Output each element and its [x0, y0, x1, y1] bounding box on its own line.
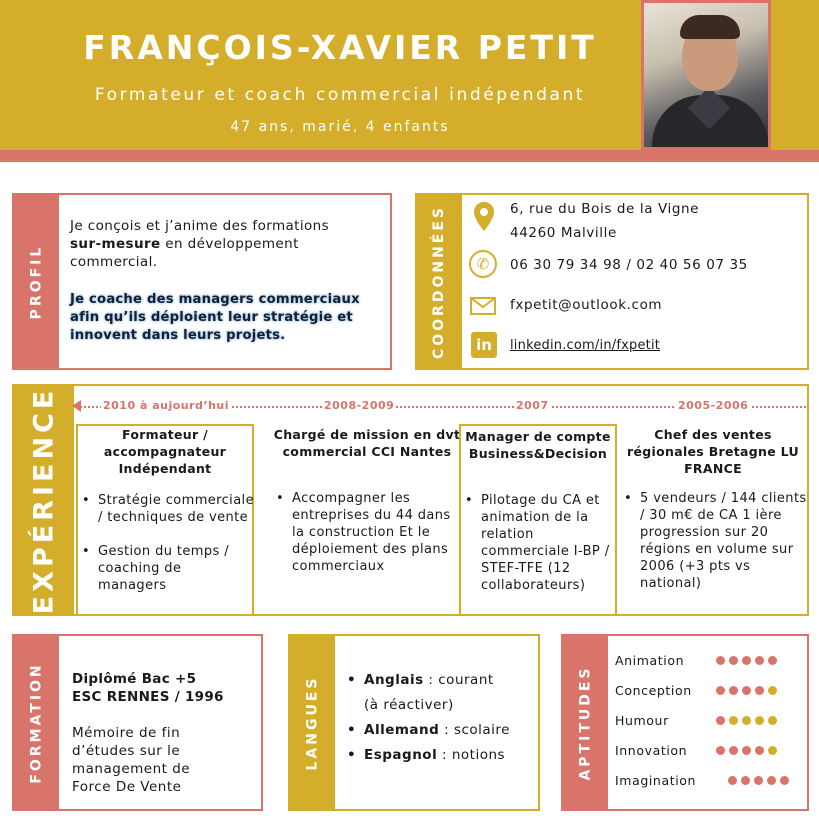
rating-dot [728, 776, 737, 785]
aptitude-name: Humour [615, 713, 669, 728]
rating-dot [716, 716, 725, 725]
list-item: • 5 vendeurs / 144 clients / 30 m€ de CA 1 ière progression sur 20 régions en volume sur 2006 (+3 pts vs national) [624, 490, 808, 592]
profil-line-1: Je conçois et j’anime des formations [70, 218, 330, 234]
rating-dot [755, 686, 764, 695]
aptitude-rating [716, 746, 777, 755]
job-2-title: Chargé de mission en dvt commercial CCI Nantes [273, 427, 461, 459]
job-3 [459, 424, 617, 616]
list-item: • Accompagner les entreprises du 44 dans la construction Et le déploiement des plans commerciaux [276, 490, 456, 575]
experience-section [12, 384, 809, 616]
envelope-icon [470, 297, 496, 315]
job-1 [76, 424, 254, 616]
aptitude-rating [716, 716, 777, 725]
rating-dot [716, 686, 725, 695]
langues-label-bar [290, 636, 335, 809]
linkedin-link[interactable]: linkedin.com/in/fxpetit [510, 338, 661, 353]
profil-section [12, 193, 392, 370]
job-4-title: Chef des ventes régionales Bretagne LU FRANCE [627, 427, 799, 476]
aptitude-row [615, 770, 805, 790]
formation-label-bar [14, 636, 59, 809]
profil-bold-term: sur-mesure [70, 236, 161, 252]
phone-icon: ✆ [469, 250, 497, 278]
rating-dot [729, 716, 738, 725]
rating-dot [768, 716, 777, 725]
linkedin-icon: in [471, 332, 497, 358]
aptitudes-section [561, 634, 809, 811]
candidate-name: FRANÇOIS-XAVIER PETIT [83, 28, 597, 67]
coordonnees-section [415, 193, 809, 370]
list-item: • Gestion du temps / coaching de managers [82, 543, 254, 594]
formation-section [12, 634, 263, 811]
period-3: 2007 [516, 399, 549, 412]
experience-label-bar [14, 386, 74, 614]
job-2 [272, 424, 462, 616]
rating-dot [755, 746, 764, 755]
rating-dot [768, 746, 777, 755]
aptitude-row [615, 710, 805, 730]
email-address[interactable]: fxpetit@outlook.com [510, 297, 663, 313]
location-pin-icon [472, 201, 496, 233]
job-1-bullets [82, 492, 254, 594]
phone-number[interactable]: 06 30 79 34 98 / 02 40 56 07 35 [510, 257, 748, 273]
profil-line-2: sur-mesure en développement [70, 236, 299, 252]
rating-dot [741, 776, 750, 785]
period-1: 2010 à aujourd’hui [103, 399, 230, 412]
rating-dot [768, 656, 777, 665]
rating-dot [729, 656, 738, 665]
job-title: Formateur et coach commercial indépendant [94, 85, 586, 105]
coordonnees-label: COORDONNÉES [431, 204, 448, 359]
aptitude-name: Animation [615, 653, 685, 668]
rating-dot [780, 776, 789, 785]
aptitude-name: Conception [615, 683, 692, 698]
job-4-bullets [624, 490, 808, 592]
list-item: (à réactiver) [364, 697, 454, 713]
aptitudes-label-bar [563, 636, 608, 809]
list-item: • Anglais : courant [347, 668, 510, 693]
profil-description [70, 217, 388, 271]
rating-dot [767, 776, 776, 785]
aptitude-row [615, 680, 805, 700]
list-item: • Espagnol : notions [347, 743, 510, 768]
header-divider [0, 150, 819, 162]
memoire: Mémoire de fin d’études sur le management de Force De Vente [72, 725, 191, 795]
rating-dot [729, 686, 738, 695]
list-item: • Allemand : scolaire [347, 718, 510, 743]
rating-dot [755, 656, 764, 665]
rating-dot [754, 776, 763, 785]
job-1-title: Formateur / accompagnateur Indépendant [103, 427, 227, 476]
period-4: 2005-2006 [678, 399, 749, 412]
header-banner [0, 0, 819, 150]
job-3-title: Manager de compte Business&Decision [465, 429, 611, 461]
rating-dot [742, 716, 751, 725]
address-line-2: 44260 Malville [510, 225, 617, 241]
profile-photo [641, 0, 771, 150]
rating-dot [755, 716, 764, 725]
rating-dot [768, 686, 777, 695]
aptitude-name: Innovation [615, 743, 688, 758]
rating-dot [716, 746, 725, 755]
formation-label: FORMATION [28, 661, 45, 784]
period-2: 2008-2009 [324, 399, 395, 412]
rating-dot [729, 746, 738, 755]
personal-info: 47 ans, marié, 4 enfants [230, 119, 450, 135]
aptitude-row [615, 650, 805, 670]
profil-line-3: commercial. [70, 254, 158, 270]
job-4 [620, 424, 806, 616]
coordonnees-label-bar [417, 195, 462, 368]
profil-quote: Je coache des managers commerciaux afin qu’ils déploient leur stratégie et innovent dans leurs projets. [70, 292, 360, 343]
aptitude-rating [716, 656, 777, 665]
rating-dot [716, 656, 725, 665]
langues-list [347, 668, 510, 768]
job-2-bullets [276, 490, 456, 575]
aptitude-name: Imagination [615, 773, 697, 788]
rating-dot [742, 746, 751, 755]
aptitude-row [615, 740, 805, 760]
experience-label: EXPÉRIENCE [28, 386, 60, 614]
list-item: • Stratégie commerciale / techniques de vente [82, 492, 254, 526]
rating-dot [742, 656, 751, 665]
aptitudes-label: APTITUDES [577, 664, 594, 781]
degree: Diplômé Bac +5 ESC RENNES / 1996 [72, 671, 224, 705]
langues-section [288, 634, 540, 811]
aptitude-rating [716, 686, 777, 695]
list-item: • Pilotage du CA et animation de la relation commerciale I-BP / STEF-TFE (12 collaborateurs) [465, 492, 617, 594]
langues-label: LANGUES [304, 675, 321, 770]
profil-label: PROFIL [28, 244, 45, 319]
job-3-bullets [465, 492, 617, 594]
address-line-1: 6, rue du Bois de la Vigne [510, 201, 700, 217]
aptitude-rating [728, 776, 789, 785]
rating-dot [742, 686, 751, 695]
profil-label-bar [14, 195, 59, 368]
